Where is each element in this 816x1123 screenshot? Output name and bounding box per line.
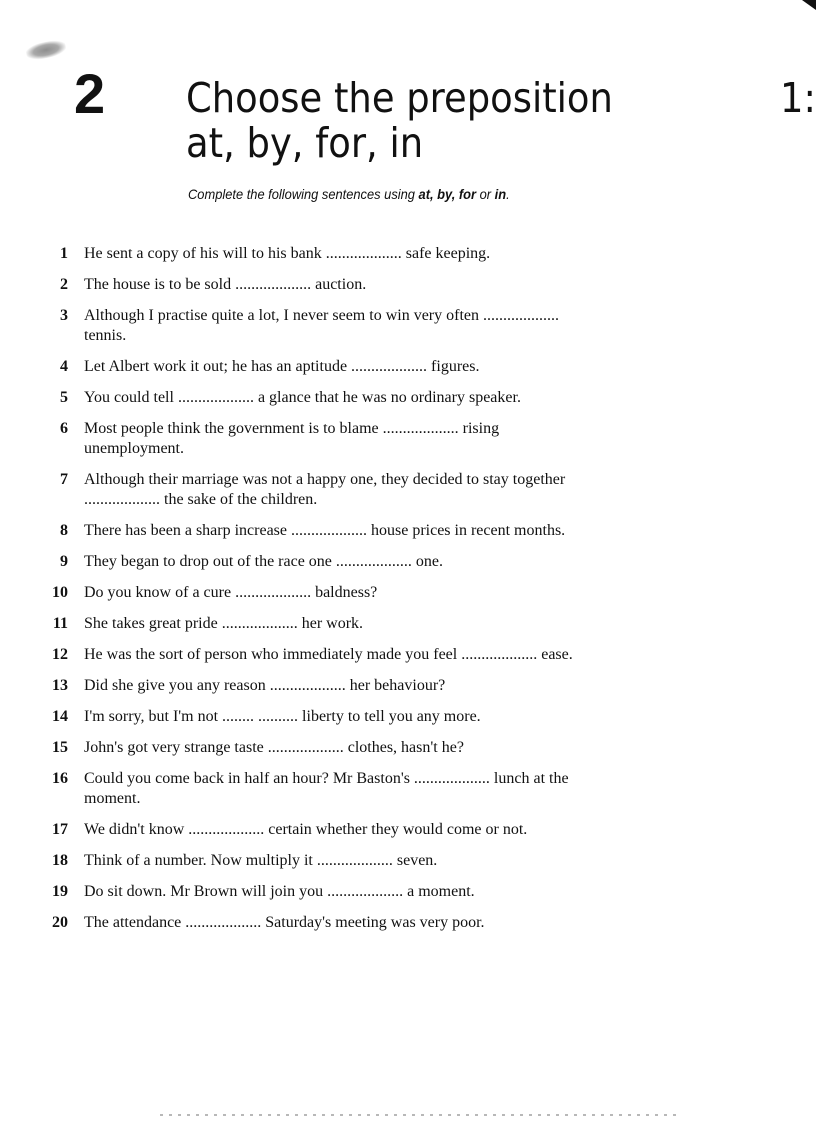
item-number: 3 [60, 307, 68, 324]
instructions-prefix: Complete the following sentences using [188, 186, 419, 202]
unit-number: 2 [74, 62, 106, 125]
scan-smudge-decoration [25, 38, 67, 62]
item-text: Do you know of a cure ................... baldness? [84, 584, 378, 601]
item-number: 17 [52, 821, 68, 838]
item-number: 14 [52, 708, 68, 725]
instructions [188, 186, 510, 202]
exercise-item [40, 357, 720, 377]
item-text: I'm sorry, but I'm not ........ .......... liberty to tell you any more. [84, 708, 481, 725]
exercise-item [40, 913, 720, 933]
exercise-item [40, 275, 720, 295]
item-text: Most people think the government is to blame ................... rising unemployment. [84, 420, 500, 457]
item-number: 6 [60, 420, 68, 437]
item-text: Do sit down. Mr Brown will join you ................... a moment. [84, 883, 475, 900]
exercise-item [40, 820, 720, 840]
exercise-item [40, 614, 720, 634]
item-number: 16 [52, 770, 68, 787]
item-number: 11 [52, 615, 68, 632]
title-unit-index: 1: [780, 74, 816, 122]
exercise-item [40, 388, 720, 408]
item-text: Did she give you any reason ................... her behaviour? [84, 677, 446, 694]
instructions-suffix: . [506, 186, 510, 202]
exercise-item [40, 521, 720, 541]
title-line-2: at, by, for, in [186, 119, 424, 167]
item-text: Think of a number. Now multiply it ................... seven. [84, 852, 438, 869]
exercise-item [40, 645, 720, 665]
item-text: They began to drop out of the race one ................... one. [84, 553, 444, 570]
item-text: The house is to be sold ................... auction. [84, 276, 367, 293]
item-number: 9 [60, 553, 68, 570]
item-text: You could tell ................... a glance that he was no ordinary speaker. [84, 389, 521, 406]
item-number: 15 [52, 739, 68, 756]
item-number: 4 [60, 358, 68, 375]
exercise-list [40, 244, 720, 944]
item-number: 12 [52, 646, 68, 663]
page-title [186, 74, 816, 167]
item-text: The attendance ................... Saturday's meeting was very poor. [84, 914, 485, 931]
exercise-item [40, 851, 720, 871]
item-number: 7 [60, 471, 68, 488]
exercise-item [40, 882, 720, 902]
item-number: 13 [52, 677, 68, 694]
option-in: in [494, 186, 507, 202]
item-number: 19 [52, 883, 68, 900]
item-text: John's got very strange taste ................... clothes, hasn't he? [84, 739, 464, 756]
item-number: 5 [60, 389, 68, 406]
exercise-item [40, 738, 720, 758]
item-text: She takes great pride ................... her work. [84, 615, 364, 632]
title-line-1: Choose the preposition [186, 74, 613, 122]
exercise-item [40, 676, 720, 696]
exercise-item [40, 769, 720, 809]
corner-mark-decoration [802, 0, 816, 10]
exercise-item [40, 306, 720, 346]
item-number: 8 [60, 522, 68, 539]
item-number: 20 [52, 914, 68, 931]
option-by: by, [437, 186, 456, 202]
item-text: There has been a sharp increase ................... house prices in recent months. [84, 522, 566, 539]
item-text: He was the sort of person who immediately made you feel ................... ease. [84, 646, 573, 663]
item-number: 2 [60, 276, 68, 293]
option-for: for [458, 186, 477, 202]
exercise-item [40, 583, 720, 603]
exercise-item [40, 552, 720, 572]
item-number: 1 [60, 245, 68, 262]
exercise-item [40, 470, 720, 510]
exercise-item [40, 419, 720, 459]
exercise-item [40, 707, 720, 727]
item-text: Could you come back in half an hour? Mr Baston's ................... lunch at the moment. [84, 770, 569, 807]
item-text: Although I practise quite a lot, I never seem to win very often ................... tennis. [84, 307, 559, 344]
item-number: 10 [52, 584, 68, 601]
item-number: 18 [52, 852, 68, 869]
item-text: Let Albert work it out; he has an aptitude ................... figures. [84, 358, 480, 375]
item-text: He sent a copy of his will to his bank ................... safe keeping. [84, 245, 491, 262]
scan-footer-noise [160, 1114, 680, 1116]
item-text: We didn't know ................... certain whether they would come or not. [84, 821, 528, 838]
instructions-or: or [476, 186, 495, 202]
item-text: Although their marriage was not a happy one, they decided to stay together ................... the sake of the children. [84, 471, 566, 508]
exercise-item [40, 244, 720, 264]
option-at: at, [418, 186, 434, 202]
